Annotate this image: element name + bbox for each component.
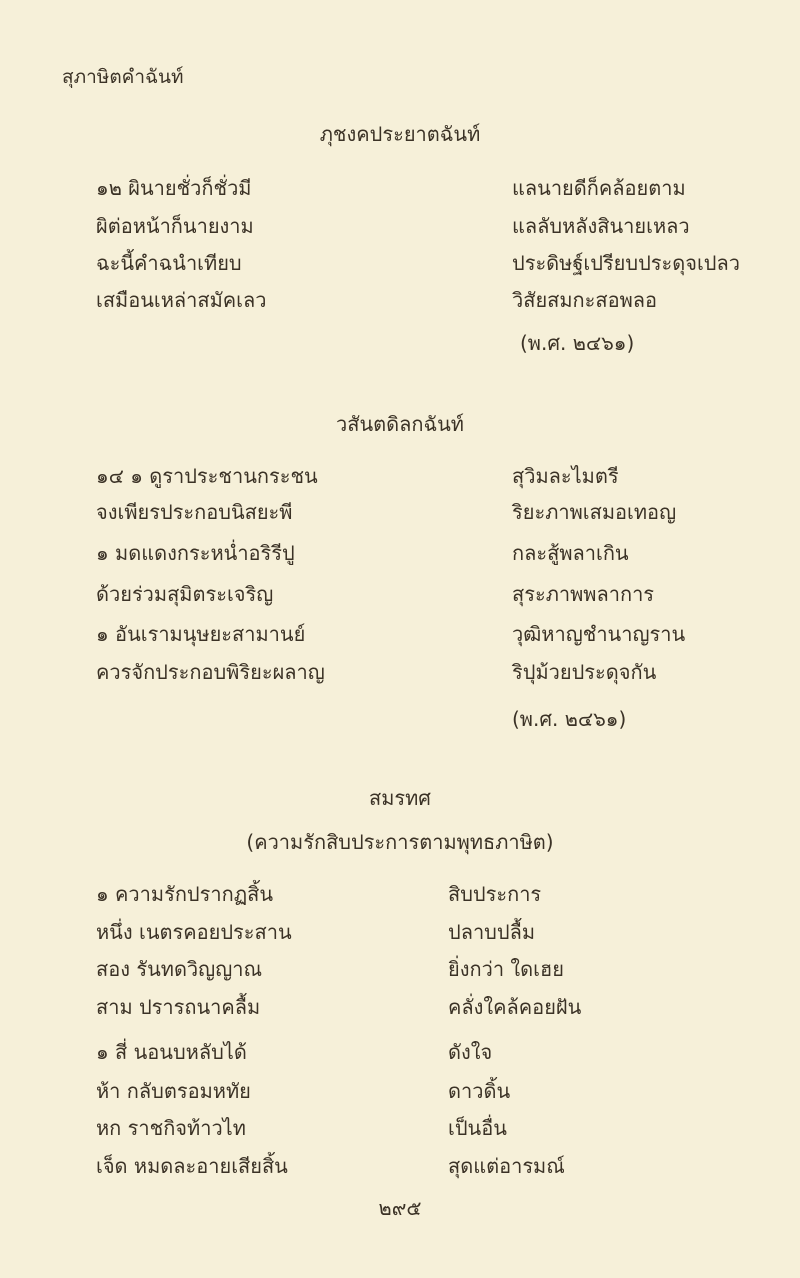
poem1-line-right: วิสัยสมกะสอพลอ <box>512 288 658 312</box>
poem1-line <box>0 210 800 250</box>
poem1-line <box>0 172 800 212</box>
poem1-line-right: แลนายดีก็คล้อยตาม <box>512 176 686 200</box>
poem3-line-right: คลั่งใคล้คอยฝัน <box>448 995 582 1019</box>
poem3-line <box>0 991 800 1031</box>
poem2-date: (พ.ศ. ๒๔๖๑) <box>512 707 627 731</box>
poem2-title: วสันตดิลกฉันท์ <box>336 412 464 436</box>
poem3-line-right: ดาวดิ้น <box>448 1079 511 1103</box>
poem3-line-left: สาม ปรารถนาคลื้ม <box>96 995 261 1019</box>
poem3-line <box>0 916 800 956</box>
poem3-line <box>0 1036 800 1076</box>
poem2-line-left: ด้วยร่วมสุมิตระเจริญ <box>96 582 274 606</box>
poem3-line-left: ๑ สี่ นอนบหลับได้ <box>96 1040 247 1064</box>
poem3-line <box>0 878 800 918</box>
poem3-line-right: ดังใจ <box>448 1040 493 1064</box>
poem3-line-left: ๑ ความรักปรากฏสิ้น <box>96 882 274 906</box>
poem2-line <box>0 496 800 536</box>
poem2-line-left: จงเพียรประกอบนิสยะพี <box>96 500 293 524</box>
poem2-line-left: ควรจักประกอบพิริยะผลาญ <box>96 660 325 684</box>
poem1-line-left: ๑๒ ผินายชั่วก็ชั่วมี <box>96 176 252 200</box>
poem2-line <box>0 460 800 500</box>
poem3-line-right: ปลาบปลื้ม <box>448 920 536 944</box>
poem3-line-right: ยิ่งกว่า ใดเฮย <box>448 957 564 981</box>
poem1-line <box>0 284 800 324</box>
poem2-line-right: ริปุม้วยประดุจกัน <box>512 660 657 684</box>
poem2-line-right: วุฒิหาญชำนาญราน <box>512 622 686 646</box>
poem2-line-right: สุวิมละไมตรี <box>512 464 619 488</box>
poem3-line-right: สุดแต่อารมณ์ <box>448 1154 565 1178</box>
page-number: ๒๙๕ <box>378 1196 422 1220</box>
poem2-line-left: ๑๔ ๑ ดูราประชานกระชน <box>96 464 318 488</box>
poem2-line <box>0 656 800 696</box>
poem2-line-right: สุระภาพพลาการ <box>512 582 655 606</box>
poem1-line-left: ฉะนี้คำฉนำเทียบ <box>96 251 242 275</box>
poem3-line-left: ห้า กลับตรอมหทัย <box>96 1079 251 1103</box>
page-header: สุภาษิตคำฉันท์ <box>62 66 184 88</box>
poem1-title: ภุชงคประยาตฉันท์ <box>319 122 481 146</box>
poem1-line-right: แลลับหลังสินายเหลว <box>512 214 690 238</box>
poem3-line-left: เจ็ด หมดละอายเสียสิ้น <box>96 1154 288 1178</box>
poem3-line-right: เป็นอื่น <box>448 1116 507 1140</box>
poem2-line <box>0 578 800 618</box>
poem1-date: (พ.ศ. ๒๔๖๑) <box>520 331 635 355</box>
poem3-line-right: สิบประการ <box>448 882 542 906</box>
poem1-line-right: ประดิษฐ์เปรียบประดุจเปลว <box>512 251 740 275</box>
poem2-line-left: ๑ มดแดงกระหน่ำอริรีปู <box>96 541 295 565</box>
poem2-line-left: ๑ อันเรามนุษยะสามานย์ <box>96 622 306 646</box>
poem3-title: สมรทศ <box>368 786 431 810</box>
poem1-line-left: เสมือนเหล่าสมัคเลว <box>96 288 267 312</box>
poem2-line <box>0 618 800 658</box>
poem2-line-right: ริยะภาพเสมอเทอญ <box>512 500 677 524</box>
poem3-line <box>0 1112 800 1152</box>
poem3-line <box>0 1150 800 1190</box>
poem1-line <box>0 247 800 287</box>
poem2-line-right: กละสู้พลาเกิน <box>512 541 629 565</box>
poem2-line <box>0 537 800 577</box>
poem3-line-left: หก ราชกิจท้าวไท <box>96 1116 246 1140</box>
poem3-line-left: หนึ่ง เนตรคอยประสาน <box>96 920 292 944</box>
poem3-subtitle: (ความรักสิบประการตามพุทธภาษิต) <box>246 830 554 854</box>
poem3-line <box>0 953 800 993</box>
poem3-line-left: สอง รันทดวิญญาณ <box>96 957 263 981</box>
poem3-line <box>0 1075 800 1115</box>
poem1-line-left: ผิต่อหน้าก็นายงาม <box>96 214 254 238</box>
